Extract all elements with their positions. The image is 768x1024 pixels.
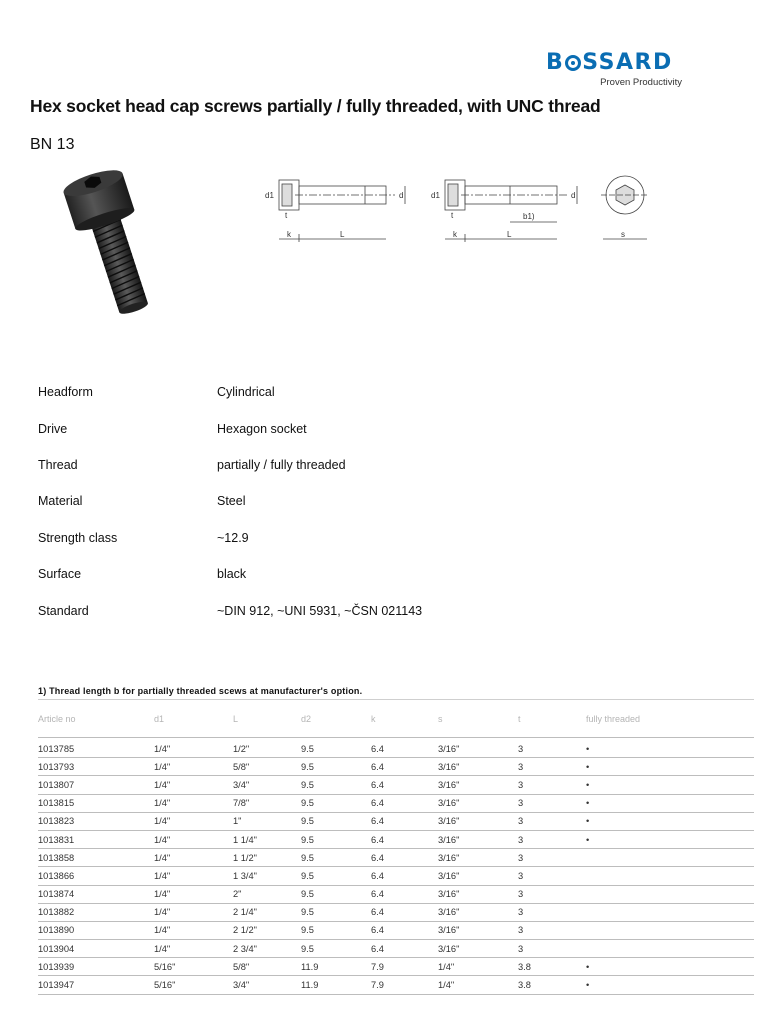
cell-article-no: 1013874 (38, 889, 75, 900)
cell-l: 5/8" (233, 761, 250, 772)
label-d1-full: d1 (431, 191, 440, 200)
label-d-full: d (571, 191, 576, 200)
logo-tagline: Proven Productivity (600, 77, 682, 88)
table-row[interactable] (38, 904, 754, 922)
cell-t: 3 (518, 943, 524, 954)
label-t-full: t (451, 211, 454, 220)
cell-k: 6.4 (371, 870, 384, 881)
cell-d2: 9.5 (301, 834, 314, 845)
cell-s: 3/16" (438, 779, 460, 790)
col-header-l[interactable]: L (233, 713, 239, 724)
col-header-fully-threaded[interactable]: fully threaded (586, 713, 641, 724)
cell-fully-threaded: • (586, 834, 590, 845)
cell-l: 2 1/4" (233, 907, 257, 918)
table-row[interactable] (38, 795, 754, 813)
cell-d1: 1/4" (154, 834, 171, 845)
cell-article-no: 1013858 (38, 852, 75, 863)
cell-k: 6.4 (371, 907, 384, 918)
cell-t: 3 (518, 889, 524, 900)
cell-d1: 1/4" (154, 889, 171, 900)
cell-k: 7.9 (371, 961, 384, 972)
cell-s: 3/16" (438, 889, 460, 900)
cell-t: 3 (518, 925, 524, 936)
cell-l: 3/4" (233, 779, 250, 790)
cell-article-no: 1013890 (38, 925, 75, 936)
property-row (38, 483, 738, 519)
cell-s: 3/16" (438, 743, 460, 754)
label-k: k (287, 230, 291, 239)
cell-s: 1/4" (438, 961, 455, 972)
table-row[interactable] (38, 776, 754, 794)
logo-wordmark (546, 50, 686, 76)
cell-d1: 1/4" (154, 870, 171, 881)
property-value: ~12.9 (217, 530, 249, 545)
cell-t: 3 (518, 743, 524, 754)
cell-t: 3 (518, 907, 524, 918)
property-value: black (217, 567, 247, 582)
cell-d2: 9.5 (301, 798, 314, 809)
cell-k: 6.4 (371, 889, 384, 900)
cell-s: 3/16" (438, 816, 460, 827)
table-row[interactable] (38, 958, 754, 976)
cell-d1: 1/4" (154, 925, 171, 936)
label-b: b1) (523, 212, 535, 221)
property-row (38, 556, 738, 592)
cell-article-no: 1013823 (38, 816, 75, 827)
cell-s: 3/16" (438, 852, 460, 863)
property-key: Strength class (38, 530, 118, 545)
cell-l: 1" (233, 816, 242, 827)
property-key: Standard (38, 603, 89, 618)
label-t: t (285, 211, 288, 220)
property-value: partially / fully threaded (217, 457, 346, 472)
cell-l: 3/4" (233, 980, 250, 991)
drawing-end-view (601, 176, 649, 239)
property-value: Cylindrical (217, 385, 275, 400)
bossard-logo[interactable] (546, 50, 686, 88)
cell-d1: 1/4" (154, 816, 171, 827)
cell-d1: 1/4" (154, 761, 171, 772)
table-body (38, 740, 754, 995)
cell-d2: 11.9 (301, 980, 319, 991)
label-d: d (399, 191, 404, 200)
cell-d1: 5/16" (154, 980, 176, 991)
cell-s: 3/16" (438, 925, 460, 936)
cell-k: 6.4 (371, 925, 384, 936)
properties-list (38, 374, 738, 629)
cell-article-no: 1013785 (38, 743, 75, 754)
cell-s: 3/16" (438, 798, 460, 809)
col-header-d2[interactable]: d2 (301, 713, 312, 724)
logo-wordmark-start: B (546, 50, 565, 75)
cell-t: 3.8 (518, 961, 531, 972)
cell-l: 1/2" (233, 743, 250, 754)
cell-l: 1 1/2" (233, 852, 257, 863)
cell-article-no: 1013904 (38, 943, 75, 954)
cell-l: 1 1/4" (233, 834, 257, 845)
cell-fully-threaded: • (586, 779, 590, 790)
cell-d2: 9.5 (301, 743, 314, 754)
cell-s: 3/16" (438, 834, 460, 845)
cell-s: 3/16" (438, 870, 460, 881)
property-key: Headform (38, 385, 93, 400)
cell-fully-threaded: • (586, 761, 590, 772)
col-header-t[interactable]: t (518, 713, 521, 724)
cell-l: 2" (233, 889, 242, 900)
cell-article-no: 1013866 (38, 870, 75, 881)
cell-article-no: 1013939 (38, 961, 75, 972)
cell-s: 3/16" (438, 761, 460, 772)
cell-l: 2 1/2" (233, 925, 257, 936)
technical-drawing (255, 172, 655, 247)
cell-k: 7.9 (371, 980, 384, 991)
screw-photo (62, 168, 172, 318)
cell-s: 3/16" (438, 907, 460, 918)
cell-d2: 9.5 (301, 907, 314, 918)
col-header-d1[interactable]: d1 (154, 713, 165, 724)
property-row (38, 374, 738, 410)
property-row (38, 447, 738, 483)
cell-d1: 1/4" (154, 907, 171, 918)
label-l: L (340, 230, 345, 239)
property-key: Surface (38, 567, 82, 582)
property-row (38, 592, 738, 628)
cell-t: 3 (518, 870, 524, 881)
logo-o-icon (565, 55, 581, 71)
cell-article-no: 1013793 (38, 761, 75, 772)
cell-d2: 9.5 (301, 925, 314, 936)
label-d1: d1 (265, 191, 274, 200)
article-table (38, 699, 754, 995)
cell-l: 5/8" (233, 961, 250, 972)
table-row[interactable] (38, 849, 754, 867)
cell-k: 6.4 (371, 943, 384, 954)
cell-d1: 1/4" (154, 852, 171, 863)
table-row[interactable] (38, 813, 754, 831)
cell-d1: 1/4" (154, 943, 171, 954)
col-header-k[interactable]: k (371, 713, 376, 724)
table-row[interactable] (38, 922, 754, 940)
property-value: Hexagon socket (217, 421, 307, 436)
cell-fully-threaded: • (586, 980, 590, 991)
cell-k: 6.4 (371, 852, 384, 863)
footnote: 1) Thread length b for partially threaded scews at manufacturer's option. (38, 686, 363, 696)
cell-t: 3.8 (518, 980, 531, 991)
cell-t: 3 (518, 761, 524, 772)
cell-l: 7/8" (233, 798, 250, 809)
cell-article-no: 1013807 (38, 779, 75, 790)
property-row (38, 520, 738, 556)
cell-d2: 9.5 (301, 852, 314, 863)
product-code: BN 13 (30, 136, 75, 153)
cell-k: 6.4 (371, 761, 384, 772)
cell-article-no: 1013815 (38, 798, 75, 809)
cell-d2: 9.5 (301, 889, 314, 900)
col-header-article-no[interactable]: Article no (38, 713, 76, 724)
cell-fully-threaded: • (586, 816, 590, 827)
cell-d2: 11.9 (301, 961, 319, 972)
cell-d2: 9.5 (301, 761, 314, 772)
cell-k: 6.4 (371, 834, 384, 845)
property-key: Thread (38, 457, 78, 472)
cell-article-no: 1013947 (38, 980, 75, 991)
cell-k: 6.4 (371, 798, 384, 809)
cell-d1: 5/16" (154, 961, 176, 972)
table-row[interactable] (38, 976, 754, 994)
cell-d1: 1/4" (154, 798, 171, 809)
property-value: Steel (217, 494, 246, 509)
cell-s: 1/4" (438, 980, 455, 991)
table-row[interactable] (38, 831, 754, 849)
cell-t: 3 (518, 834, 524, 845)
cell-d2: 9.5 (301, 816, 314, 827)
property-row (38, 410, 738, 446)
table-row[interactable] (38, 758, 754, 776)
cell-s: 3/16" (438, 943, 460, 954)
cell-t: 3 (518, 779, 524, 790)
table-header (38, 700, 754, 738)
cell-l: 2 3/4" (233, 943, 257, 954)
table-row[interactable] (38, 886, 754, 904)
table-row[interactable] (38, 740, 754, 758)
cell-l: 1 3/4" (233, 870, 257, 881)
cell-k: 6.4 (371, 743, 384, 754)
label-k-full: k (453, 230, 457, 239)
table-row[interactable] (38, 940, 754, 958)
cell-d2: 9.5 (301, 870, 314, 881)
label-l-full: L (507, 230, 512, 239)
label-s: s (621, 230, 625, 239)
cell-fully-threaded: • (586, 798, 590, 809)
cell-d1: 1/4" (154, 779, 171, 790)
col-header-s[interactable]: s (438, 713, 443, 724)
cell-fully-threaded: • (586, 743, 590, 754)
cell-t: 3 (518, 852, 524, 863)
cell-t: 3 (518, 816, 524, 827)
logo-wordmark-end: SSARD (582, 50, 673, 75)
property-value: ~DIN 912, ~UNI 5931, ~ČSN 021143 (217, 603, 423, 618)
property-key: Drive (38, 421, 68, 436)
cell-d2: 9.5 (301, 943, 314, 954)
cell-fully-threaded: • (586, 961, 590, 972)
cell-article-no: 1013831 (38, 834, 75, 845)
cell-k: 6.4 (371, 816, 384, 827)
cell-k: 6.4 (371, 779, 384, 790)
cell-article-no: 1013882 (38, 907, 75, 918)
page-title: Hex socket head cap screws partially / fully threaded, with UNC thread (30, 96, 601, 116)
table-row[interactable] (38, 867, 754, 885)
cell-d1: 1/4" (154, 743, 171, 754)
cell-d2: 9.5 (301, 779, 314, 790)
cell-t: 3 (518, 798, 524, 809)
property-key: Material (38, 494, 83, 509)
